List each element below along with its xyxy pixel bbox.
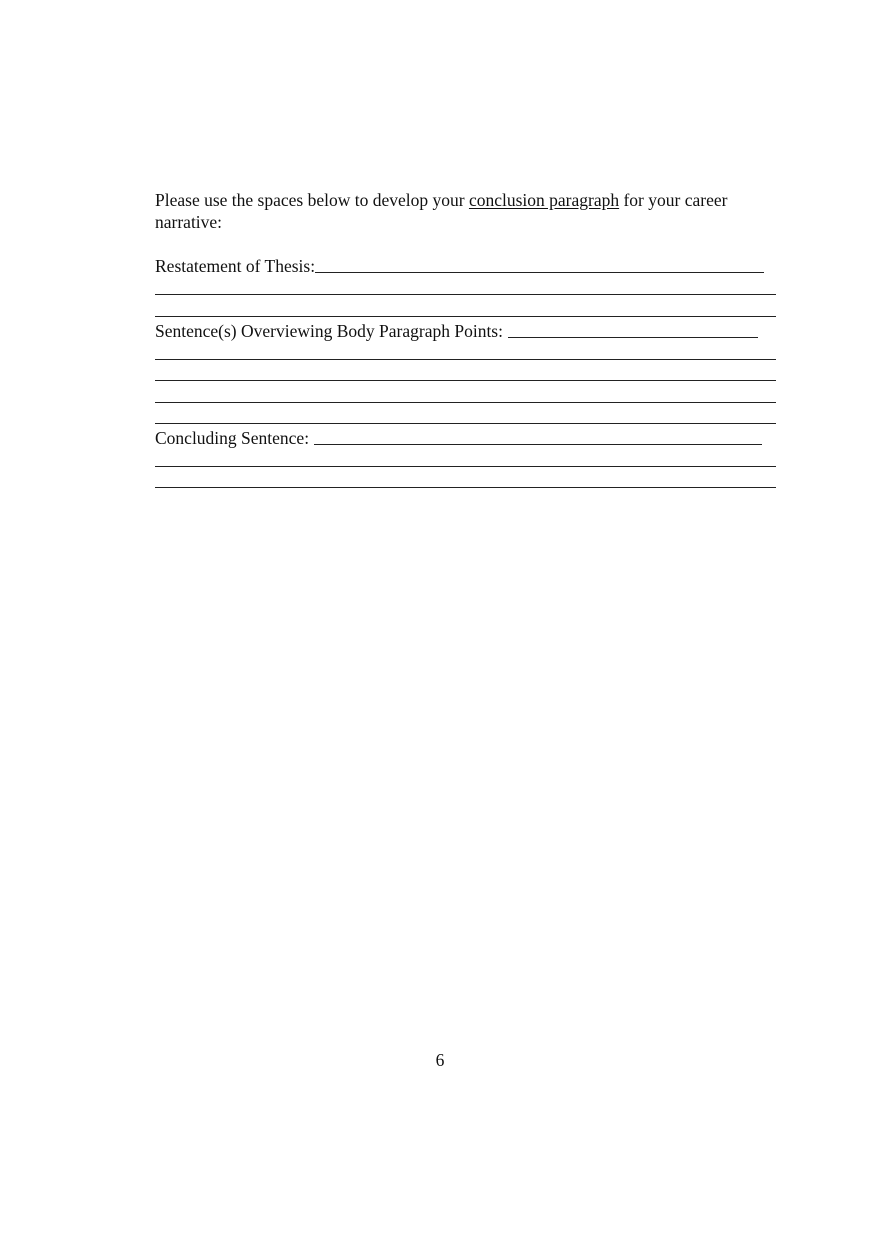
- instructions-text-after: for your career narrative:: [155, 190, 728, 232]
- concluding-label: Concluding Sentence:: [155, 428, 310, 448]
- instructions-text-before: Please use the spaces below to develop your: [155, 190, 469, 210]
- thesis-line-2[interactable]: [155, 316, 776, 317]
- thesis-blank-line[interactable]: [315, 272, 764, 273]
- conclusion-paragraph-underlined: conclusion paragraph: [468, 190, 620, 210]
- body-points-line-3[interactable]: [155, 402, 776, 403]
- body-points-label: Sentence(s) Overviewing Body Paragraph Points:: [155, 321, 503, 341]
- instructions-paragraph: [155, 189, 780, 233]
- body-points-line-4[interactable]: [155, 423, 776, 424]
- body-points-blank-line[interactable]: [508, 337, 758, 338]
- concluding-line-1[interactable]: [155, 466, 776, 467]
- thesis-line-1[interactable]: [155, 294, 776, 295]
- page-number: 6: [435, 1050, 445, 1070]
- thesis-row: [155, 255, 764, 277]
- body-points-row: [155, 320, 758, 342]
- concluding-line-2[interactable]: [155, 487, 776, 488]
- concluding-blank-line[interactable]: [314, 444, 762, 445]
- body-points-line-1[interactable]: [155, 359, 776, 360]
- body-points-line-2[interactable]: [155, 380, 776, 381]
- concluding-row: [155, 427, 762, 449]
- thesis-label: Restatement of Thesis:: [155, 256, 316, 276]
